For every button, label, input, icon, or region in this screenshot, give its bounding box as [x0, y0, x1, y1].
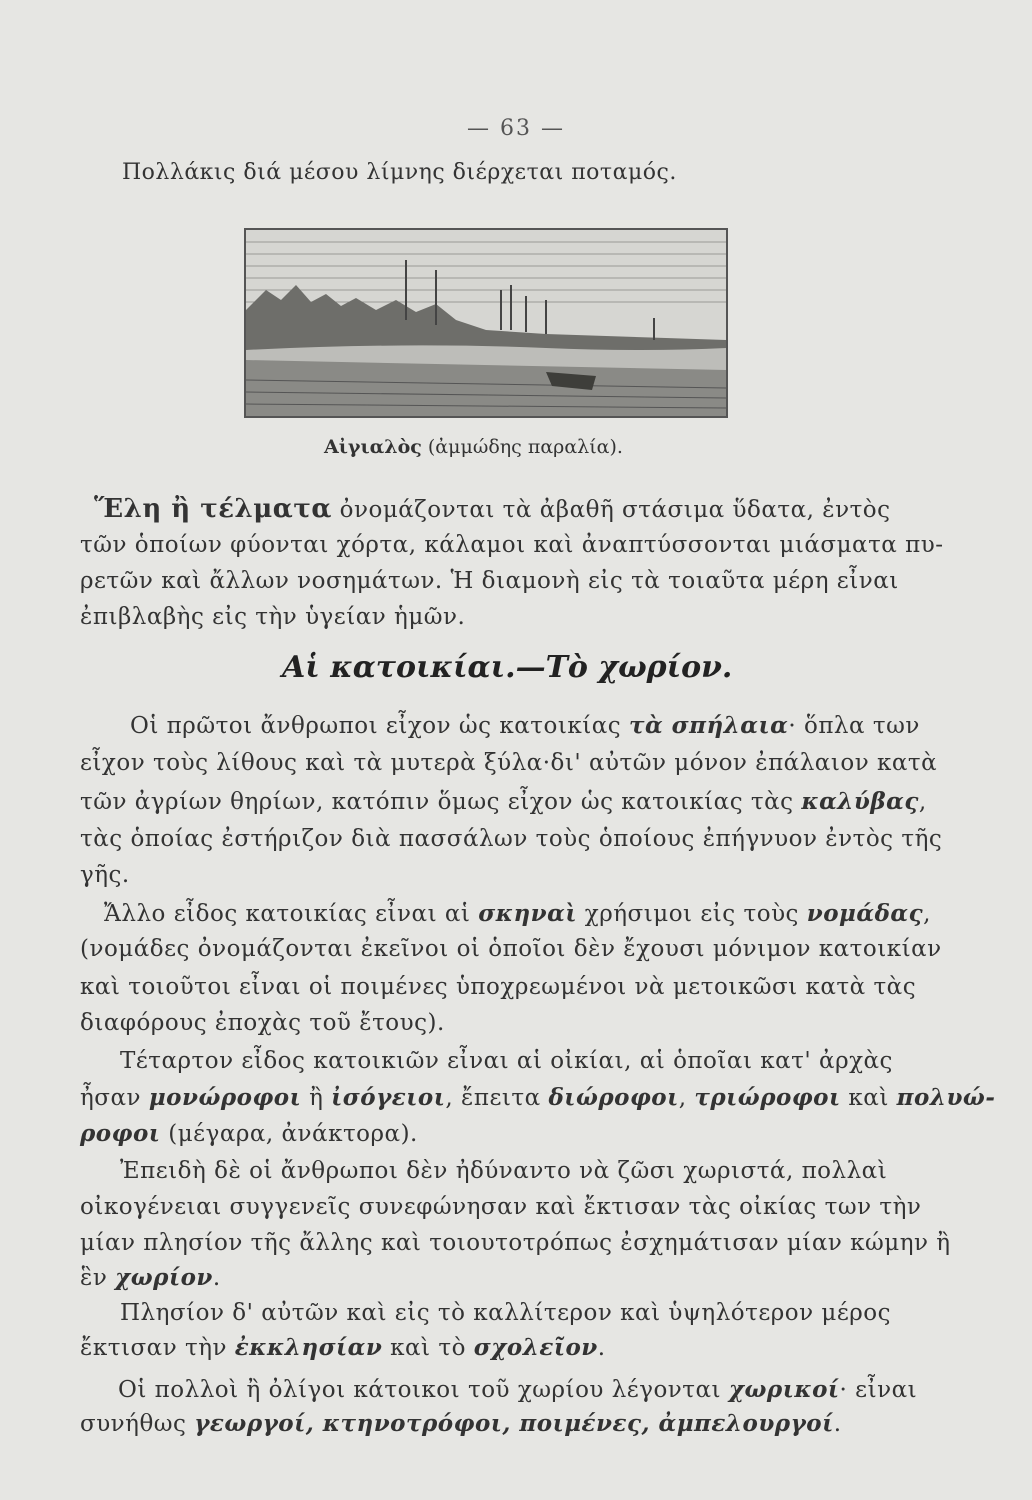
- p1-line3: ρετῶν καὶ ἄλλων νοσημάτων. Ἡ διαμονὴ εἰς τὰ τοιαῦτα μέρη εἶναι: [80, 568, 899, 594]
- term-kalyvas: καλύβας: [801, 788, 919, 815]
- p6-line1: Πλησίον δ' αὐτῶν καὶ εἰς τὸ καλλίτερον καὶ ὑψηλότερον μέρος: [120, 1300, 892, 1326]
- caption-bold: Αἰγιαλὸς: [324, 436, 422, 458]
- term-ele: Ἕλη ἢ τέλματα: [94, 494, 332, 524]
- p7-line2-b: .: [833, 1411, 842, 1437]
- page-number: — 63 —: [467, 116, 565, 141]
- term-polyorofoi: πολυώ-: [896, 1084, 996, 1111]
- term-spelaia: τὰ σπήλαια: [628, 712, 789, 739]
- p4-line2-e: καὶ: [840, 1085, 897, 1111]
- p3-line1-b: χρήσιμοι εἰς τοὺς: [576, 901, 807, 927]
- p6-line2-c: .: [597, 1335, 606, 1361]
- term-nomadas: νομάδας: [806, 900, 924, 927]
- intro-line: Πολλάκις διά μέσου λίμνης διέρχεται ποταμός.: [122, 160, 677, 185]
- p3-line3: καὶ τοιοῦτοι εἶναι οἱ ποιμένες ὑποχρεωμένοι νὰ μετοικῶσι κατὰ τὰς: [80, 974, 917, 1000]
- p5-line4: [80, 1264, 221, 1291]
- caption-rest: (ἀμμώδης παραλία).: [421, 436, 623, 458]
- p5-line1: Ἐπειδὴ δὲ οἱ ἄνθρωποι δὲν ἠδύναντο νὰ ζῶσι χωριστά, πολλαὶ: [120, 1158, 888, 1184]
- p6-line2-a: ἔκτισαν τὴν: [80, 1335, 235, 1361]
- term-ekklesian: ἐκκλησίαν: [234, 1334, 383, 1361]
- p1-line1: [94, 494, 891, 524]
- figure-caption: [324, 436, 623, 458]
- p4-line2-a: ἦσαν: [80, 1085, 149, 1111]
- term-scholeion: σχολεῖον: [473, 1334, 598, 1361]
- term-chorikoi: χωρικοί: [728, 1376, 840, 1403]
- p4-line2: [80, 1084, 995, 1111]
- p7-line1-a: Οἱ πολλοὶ ἢ ὀλίγοι κάτοικοι τοῦ χωρίου λέγονται: [118, 1377, 729, 1403]
- p3-line4: διαφόρους ἐποχὰς τοῦ ἔτους).: [80, 1010, 445, 1036]
- term-monorofoi: μονώροφοι: [148, 1084, 302, 1111]
- p2-line5: γῆς.: [80, 862, 130, 888]
- p2-line1-b: · ὅπλα των: [788, 713, 920, 739]
- p4-line3-rest: (μέγαρα, ἀνάκτορα).: [160, 1121, 418, 1147]
- p2-line3-b: ,: [918, 789, 927, 815]
- p3-line1-c: ,: [923, 901, 931, 927]
- section-heading: Αἱ κατοικίαι.—Τὸ χωρίον.: [282, 650, 733, 685]
- p5-line3: μίαν πλησίον τῆς ἄλλης καὶ τοιουτοτρόπως ἐσχημάτισαν μίαν κώμην ἢ: [80, 1230, 951, 1256]
- p3-line2: (νομάδες ὀνομάζονται ἐκεῖνοι οἱ ὁποῖοι δὲν ἔχουσι μόνιμον κατοικίαν: [80, 936, 942, 962]
- term-occupations: γεωργοί, κτηνοτρόφοι, ποιμένες, ἀμπελουργοί: [194, 1410, 834, 1437]
- p7-line1-b: · εἶναι: [839, 1377, 918, 1403]
- p4-line2-c: , ἔπειτα: [445, 1085, 549, 1111]
- p4-line3: [80, 1120, 418, 1147]
- p3-line1: [104, 900, 931, 927]
- p7-line1: [118, 1376, 917, 1403]
- p5-line2: οἰκογένειαι συγγενεῖς συνεφώνησαν καὶ ἔκτισαν τὰς οἰκίας των τὴν: [80, 1194, 922, 1220]
- p7-line2-a: συνήθως: [80, 1411, 195, 1437]
- term-triorofoi: τριώροφοι: [694, 1084, 841, 1111]
- p1-line2: τῶν ὁποίων φύονται χόρτα, κάλαμοι καὶ ἀναπτύσσονται μιάσματα πυ-: [80, 532, 944, 558]
- term-diorofoi: διώροφοι: [548, 1084, 679, 1111]
- p5-line4-b: .: [212, 1265, 221, 1291]
- p2-line2: εἶχον τοὺς λίθους καὶ τὰ μυτερὰ ξύλα·δι' αὐτῶν μόνον ἐπάλαιον κατὰ: [80, 750, 938, 776]
- p2-line1-a: Οἱ πρῶτοι ἄνθρωποι εἶχον ὡς κατοικίας: [130, 713, 629, 739]
- p4-line2-d: ,: [678, 1085, 695, 1111]
- term-skenai: σκηναὶ: [478, 900, 577, 927]
- p1-line4: ἐπιβλαβὴς εἰς τὴν ὑγείαν ἡμῶν.: [80, 604, 466, 630]
- term-rofoi: ροφοι: [80, 1120, 161, 1147]
- p6-line2-b: καὶ τὸ: [382, 1335, 474, 1361]
- term-isogeioi: ἰσόγειοι: [331, 1084, 446, 1111]
- p2-line3: [80, 788, 927, 815]
- p4-line1: Τέταρτον εἶδος κατοικιῶν εἶναι αἱ οἰκίαι, αἱ ὁποῖαι κατ' ἀρχὰς: [120, 1048, 893, 1074]
- term-chorion: χωρίον: [115, 1264, 213, 1291]
- p5-line4-a: ἓν: [80, 1265, 116, 1291]
- p2-line3-a: τῶν ἀγρίων θηρίων, κατόπιν ὅμως εἶχον ὡς κατοικίας τὰς: [80, 789, 802, 815]
- p2-line1: [130, 712, 920, 739]
- p7-line2: [80, 1410, 842, 1437]
- p1-line1-text: ὀνομάζονται τὰ ἀβαθῆ στάσιμα ὕδατα, ἐντὸς: [331, 497, 891, 523]
- p3-line1-a: Ἄλλο εἶδος κατοικίας εἶναι αἱ: [104, 901, 479, 927]
- beach-illustration: [244, 228, 728, 418]
- p4-line2-b: ἢ: [301, 1085, 332, 1111]
- p6-line2: [80, 1334, 606, 1361]
- p2-line4: τὰς ὁποίας ἐστήριζον διὰ πασσάλων τοὺς ὁποίους ἐπήγνυον ἐντὸς τῆς: [80, 826, 943, 852]
